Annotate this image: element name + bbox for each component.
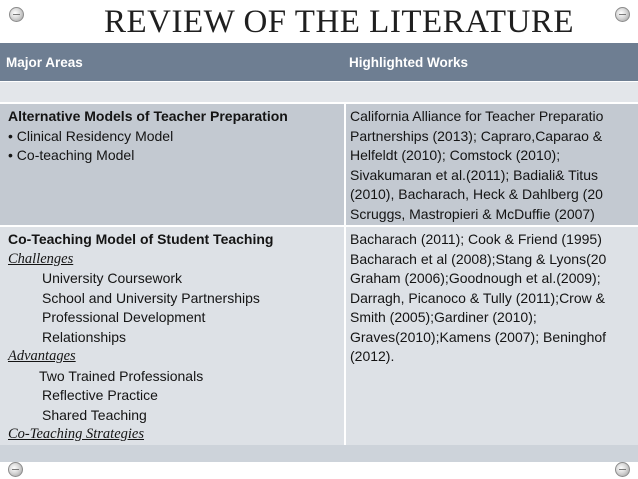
citation-line: Graves(2010);Kamens (2007); Beninghof [350, 328, 607, 345]
list-item: School and University Partnerships [42, 289, 260, 306]
strategies-label: Co-Teaching Strategies [8, 426, 145, 442]
citation-line: (2010), Bacharach, Heck & Dahlberg (20 [350, 186, 603, 202]
major-area-cell [0, 226, 345, 445]
area-title: Alternative Models of Teacher Preparation [8, 108, 288, 124]
bottom-margin [0, 462, 638, 479]
slide-title: REVIEW OF THE LITERATURE [104, 4, 574, 40]
citation-line: Graham (2006);Goodnough et al.(2009); [350, 270, 601, 286]
citation-line: Bacharach et al (2008);Stang & Lyons(20 [350, 250, 607, 267]
citation-line: Bacharach (2011); Cook & Friend (1995) [350, 231, 602, 247]
citation-line: (2012). [350, 348, 395, 364]
challenges-label: Challenges [8, 250, 74, 267]
list-item: Professional Development [42, 309, 206, 325]
table-row [0, 226, 638, 445]
list-item: • Clinical Residency Model [8, 127, 338, 147]
spacer-row [0, 82, 638, 104]
table-header-row [0, 43, 638, 82]
table-row [0, 103, 638, 226]
citation-line: Darragh, Picanoco & Tully (2011);Crow & [350, 289, 605, 306]
list-item: Shared Teaching [42, 406, 147, 423]
header-highlighted-works: Highlighted Works [345, 43, 638, 82]
screw-icon [8, 462, 23, 477]
major-area-cell [0, 103, 345, 226]
citation-line: Scruggs, Mastropieri & McDuffie (2007) [350, 205, 595, 222]
citation-line: Smith (2005);Gardiner (2010); [350, 309, 537, 325]
list-item: University Coursework [42, 270, 183, 286]
list-item: • Co-teaching Model [8, 146, 338, 166]
screw-icon [9, 7, 24, 22]
literature-table-panel [0, 43, 638, 462]
advantages-label: Advantages [8, 348, 76, 364]
screw-icon [615, 7, 630, 22]
citation-line: Helfeldt (2010); Comstock (2010); [350, 147, 561, 163]
header-major-areas: Major Areas [0, 43, 345, 82]
list-item: Relationships [42, 328, 127, 345]
screw-icon [615, 462, 630, 477]
citation-line: Partnerships (2013); Capraro,Caparao & [350, 127, 603, 144]
list-item: Two Trained Professionals [39, 367, 204, 384]
citation-line: California Alliance for Teacher Preparatio [350, 108, 604, 124]
works-cell [345, 103, 638, 226]
list-item: Reflective Practice [42, 387, 158, 403]
area-title: Co-Teaching Model of Student Teaching [8, 231, 274, 247]
literature-table [0, 43, 638, 445]
citation-line: Sivakumaran et al.(2011); Badiali& Titus [350, 166, 598, 183]
works-cell [345, 226, 638, 445]
